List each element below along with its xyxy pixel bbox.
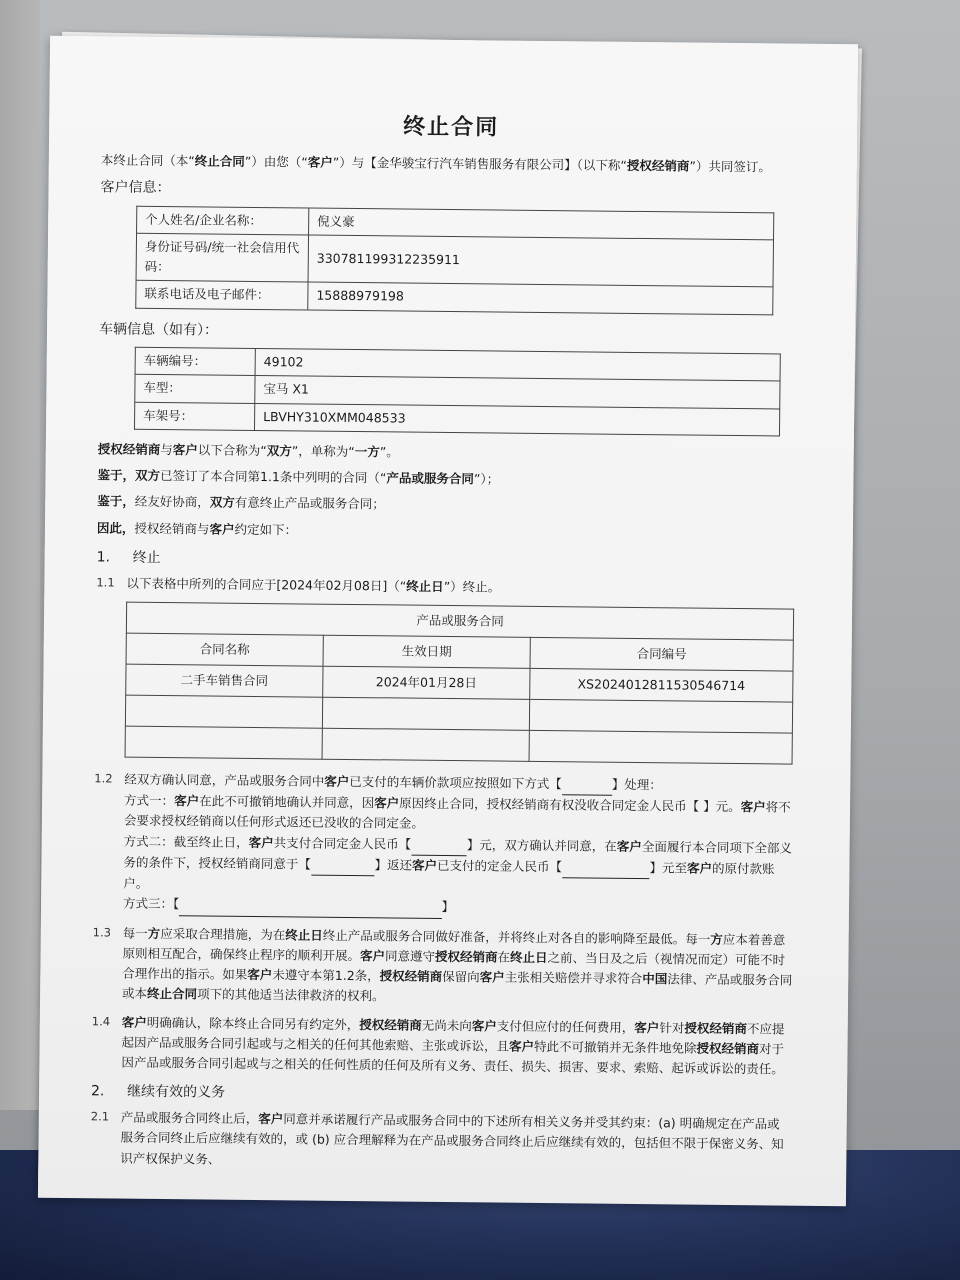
cell-contract-name: 二手车销售合同 bbox=[126, 664, 323, 697]
clause-number: 1.4 bbox=[91, 1013, 111, 1029]
empty-cell bbox=[322, 728, 529, 761]
section-1-title: 终止 bbox=[132, 549, 161, 566]
bold-term: 客户 bbox=[209, 521, 235, 537]
text-run: 之前、当日及之后（视情况而定）可能不时合理作出的指示。如果 bbox=[122, 949, 786, 983]
text-run: 约定如下： bbox=[234, 521, 298, 538]
bold-term: 客户 bbox=[247, 967, 273, 983]
bold-term: 客户 bbox=[307, 154, 333, 170]
text-run: 】元，双方确认并同意，在 bbox=[466, 836, 617, 854]
customer-contact-value: 15888979198 bbox=[308, 282, 773, 314]
bold-term: 客户 bbox=[258, 1111, 284, 1127]
bold-term: 一方 bbox=[354, 443, 380, 460]
cell-contract-number: XS20240128115305467​14 bbox=[530, 668, 793, 702]
bold-term: 终止合同 bbox=[147, 986, 198, 1002]
bold-term: 鉴于， bbox=[97, 493, 135, 510]
text-run: ”）与【金华骏宝行汽车销售服务有限公司】（以下称“ bbox=[332, 154, 628, 173]
text-run: 已签订了本合同第1.1条中列明的合同（“ bbox=[159, 468, 387, 486]
text-run: 不应提起因产品或服务合同引起或与之相关的任何其他索赔、主张或诉讼，且 bbox=[121, 1020, 785, 1054]
section-2-heading bbox=[91, 1081, 791, 1111]
text-run: 针对 bbox=[659, 1019, 685, 1036]
text-run: 无尚未向 bbox=[421, 1017, 472, 1033]
clause-1-3 bbox=[92, 923, 793, 1011]
table-row bbox=[125, 726, 792, 764]
text-run: 将不会要求授权经销商以任何形式返还已没收的合同定金。 bbox=[123, 799, 791, 832]
bold-term: 客户 bbox=[121, 1014, 147, 1030]
text-run: 产品或服务合同终止后， bbox=[120, 1109, 259, 1127]
vehicle-info-table bbox=[134, 347, 781, 437]
clause-text bbox=[123, 770, 794, 923]
bold-term: 客户 bbox=[616, 838, 642, 854]
text-run: 】元至 bbox=[649, 860, 688, 876]
text-run: 共支付合同定金人民币【 bbox=[273, 834, 412, 852]
text-run: 已支付的定金人民币【 bbox=[436, 857, 563, 875]
bold-term: 终止日 bbox=[509, 949, 548, 965]
text-run: 已支付的车辆价款项应按照如下方式【 bbox=[349, 773, 562, 792]
col-contract-name: 合同名称 bbox=[126, 633, 323, 666]
bold-term: 客户 bbox=[740, 799, 766, 815]
text-run: 对于因产品或服务合同引起或与之相关的任何性质的任何及所有义务、责任、损失、损害、要求、索赔、起诉或诉讼的责任。 bbox=[121, 1041, 785, 1077]
text-run: 同意遵守 bbox=[384, 948, 436, 964]
bold-term: 授权经销商 bbox=[696, 1040, 760, 1057]
clause-number: 2.1 bbox=[90, 1109, 110, 1124]
bold-term: 客户 bbox=[324, 773, 350, 789]
text-run: 未遵守本第1.2条， bbox=[272, 967, 380, 984]
fill-blank bbox=[311, 854, 375, 876]
text-run: 在此不可撤销地确认并同意，因 bbox=[199, 793, 375, 811]
text-run: 经友好协商， bbox=[134, 494, 210, 510]
bold-term: 客户 bbox=[174, 793, 200, 809]
text-run: 授权经销商 bbox=[134, 520, 198, 537]
bold-term: 授权经销商 bbox=[97, 441, 161, 457]
clause-1-4 bbox=[91, 1012, 792, 1080]
empty-cell bbox=[529, 730, 792, 764]
clause-1-2 bbox=[93, 769, 794, 922]
customer-id-value: 330781199312235911 bbox=[308, 235, 773, 287]
text-run: 方式三：【 bbox=[122, 896, 180, 912]
contract-table-header: 产品或服务合同 bbox=[126, 602, 793, 640]
bold-term: 客户 bbox=[374, 795, 400, 811]
clause-number: 1.2 bbox=[94, 771, 113, 786]
section-2-number: 2. bbox=[90, 1083, 105, 1100]
vehicle-model-key: 车型： bbox=[135, 375, 255, 404]
bold-term: 终止日 bbox=[285, 926, 323, 943]
bold-term: 授权经销商 bbox=[434, 948, 498, 965]
text-run: ”）终止。 bbox=[443, 578, 501, 595]
text-run: 方式一： bbox=[124, 792, 175, 809]
clause-number: 1.3 bbox=[92, 924, 112, 940]
col-effective-date: 生效日期 bbox=[323, 635, 530, 668]
text-run: 与 bbox=[160, 441, 173, 458]
clause-1-2-option-2 bbox=[123, 833, 792, 891]
cell-effective-date: 2024年01月28日 bbox=[323, 666, 530, 699]
text-run: 保留向 bbox=[442, 969, 480, 985]
text-run: ”，单称为“ bbox=[291, 443, 355, 459]
text-run: 支付但应付的任何费用， bbox=[496, 1018, 635, 1035]
bold-term: 客户 bbox=[248, 834, 274, 850]
text-run: 】 bbox=[441, 899, 455, 915]
empty-cell bbox=[125, 695, 322, 728]
intro-paragraph bbox=[101, 150, 801, 178]
clause-text bbox=[120, 1108, 791, 1176]
bold-term: 鉴于， bbox=[97, 467, 136, 483]
table-row bbox=[134, 402, 779, 436]
document-content bbox=[90, 106, 801, 1183]
text-run: 全面履行本合同项下全部义务的条件下，授权经销商同意于【 bbox=[123, 838, 792, 872]
fill-blank bbox=[562, 857, 650, 879]
empty-cell bbox=[125, 726, 322, 759]
clause-2-1 bbox=[90, 1107, 791, 1175]
text-run: 的原付款账户。 bbox=[123, 860, 775, 892]
vehicle-number-value: 49102 bbox=[255, 349, 780, 382]
bold-term: 终止日 bbox=[406, 578, 444, 594]
bold-term: 客户 bbox=[359, 947, 386, 964]
customer-name-key: 个人姓名/企业名称： bbox=[137, 206, 309, 235]
bold-term: 客户 bbox=[411, 857, 438, 873]
text-run: 方式二：截至终止日， bbox=[123, 833, 249, 850]
customer-name-value: 倪义豪 bbox=[309, 208, 774, 240]
bold-term: 客户 bbox=[634, 1019, 660, 1035]
desk-surface bbox=[0, 0, 40, 1110]
section-2-title: 继续有效的义务 bbox=[126, 1084, 226, 1102]
bold-term: 方 bbox=[710, 931, 723, 947]
bold-term: 中国 bbox=[642, 971, 668, 987]
bold-term: 双方 bbox=[134, 467, 161, 484]
bold-term: 授权经销商 bbox=[379, 968, 443, 985]
text-run: ”。 bbox=[379, 444, 399, 460]
text-run: 以下表格中所列的合同应于[2024年02月08日]（“ bbox=[126, 575, 407, 594]
text-run: 应本着善意原则相互配合，确保终止程序的顺利开展。 bbox=[122, 931, 786, 963]
empty-cell bbox=[529, 699, 792, 733]
recital-parties bbox=[98, 439, 798, 467]
fill-blank bbox=[179, 895, 441, 919]
clause-1-2-option-1 bbox=[124, 793, 791, 831]
text-run: ”）共同签订。 bbox=[689, 158, 772, 174]
customer-id-key: 身份证号码/统一社会信用代码： bbox=[136, 233, 308, 282]
customer-contact-key: 联系电话及电子邮件： bbox=[136, 281, 308, 310]
clause-1-2-option-3 bbox=[123, 896, 454, 914]
clause-text bbox=[121, 1012, 792, 1080]
bold-term: 因此， bbox=[96, 520, 135, 536]
bold-term: 终止合同 bbox=[194, 152, 245, 169]
text-run: 】返还 bbox=[374, 857, 413, 873]
clause-text bbox=[122, 923, 793, 1011]
text-run: 特此不可撤销并无条件地免除 bbox=[534, 1038, 697, 1056]
text-run: 在 bbox=[497, 949, 511, 965]
table-row bbox=[136, 281, 773, 315]
bold-term: 客户 bbox=[172, 442, 198, 458]
bold-term: 授权经销商 bbox=[684, 1020, 747, 1036]
text-run: 明确确认，除本终止合同另有约定外， bbox=[146, 1014, 360, 1032]
clause-1-1 bbox=[96, 573, 796, 601]
text-run: 经双方确认同意，产品或服务合同中 bbox=[124, 771, 325, 789]
bold-term: 客户 bbox=[471, 1017, 497, 1034]
bold-term: 客户 bbox=[479, 969, 505, 985]
fill-blank bbox=[562, 774, 612, 796]
recital-whereas-1 bbox=[97, 466, 797, 494]
text-run: 以下合称为“ bbox=[197, 442, 267, 459]
text-run: 应采取合理措施，为在 bbox=[160, 925, 286, 942]
bold-term: 授权经销商 bbox=[626, 157, 690, 174]
bold-term: 双方 bbox=[209, 494, 235, 511]
bold-term: 双方 bbox=[266, 443, 292, 459]
text-run: 同意并承诺履行产品或服务合同中的下述所有相关义务并受其约束：(a) 明确规定在产品或服务合同终止后应继续有效的，或 (b) 应合理解释为在产品或服务合同终止后应继续有效的，包括但不限于保密义务、知识产权保护义务、 bbox=[120, 1111, 784, 1167]
col-contract-number: 合同编号 bbox=[530, 637, 793, 671]
bold-term: 产品或服务合同 bbox=[386, 470, 474, 487]
bold-term: 客户 bbox=[686, 860, 713, 876]
vehicle-vin-value: LBVHY310XMM048533 bbox=[254, 403, 779, 436]
contract-table bbox=[125, 602, 795, 765]
recital-whereas-2 bbox=[97, 492, 797, 520]
vehicle-number-key: 车辆编号： bbox=[135, 347, 255, 376]
customer-info-label: 客户信息： bbox=[100, 179, 171, 196]
text-run: ”）由您（“ bbox=[244, 153, 308, 170]
clause-text bbox=[126, 573, 796, 600]
text-run: 有意终止产品或服务合同； bbox=[234, 495, 385, 512]
recital-therefore bbox=[97, 518, 797, 546]
bold-term: 客户 bbox=[508, 1038, 535, 1054]
text-run: 终止产品或服务合同做好准备，并将终止对各自的影响降至最低。每一 bbox=[322, 927, 711, 947]
table-row bbox=[136, 233, 773, 287]
text-run: 法律、产品或服务合同或本 bbox=[122, 971, 793, 1002]
text-run: 主张相关赔偿并寻求符合 bbox=[504, 969, 643, 987]
fill-blank bbox=[411, 834, 467, 856]
text-run: ”）； bbox=[473, 471, 500, 487]
text-run: 】处理： bbox=[611, 776, 662, 793]
vehicle-model-value: 宝马 X1 bbox=[255, 376, 780, 409]
text-run: 本终止合同（本“ bbox=[100, 151, 195, 168]
text-run: 项下的其他适当法律救济的权利。 bbox=[197, 986, 385, 1004]
vehicle-info-label: 车辆信息（如有）： bbox=[98, 320, 219, 339]
text-run: 原因终止合同，授权经销商有权没收合同定金人民币【 】元。 bbox=[399, 795, 741, 815]
bold-term: 授权经销商 bbox=[359, 1016, 422, 1033]
section-1-number: 1. bbox=[96, 549, 111, 566]
empty-cell bbox=[322, 697, 529, 730]
text-run: 与 bbox=[196, 521, 210, 537]
document-page bbox=[38, 36, 858, 1206]
vehicle-vin-key: 车架号： bbox=[134, 402, 254, 431]
bold-term: 方 bbox=[147, 925, 161, 941]
clause-1-2-intro bbox=[124, 772, 662, 793]
customer-info-table bbox=[135, 205, 774, 315]
document-title: 终止合同 bbox=[403, 114, 500, 141]
section-1-heading bbox=[97, 546, 797, 576]
clause-number: 1.1 bbox=[96, 574, 115, 590]
text-run: 每一 bbox=[122, 925, 148, 941]
